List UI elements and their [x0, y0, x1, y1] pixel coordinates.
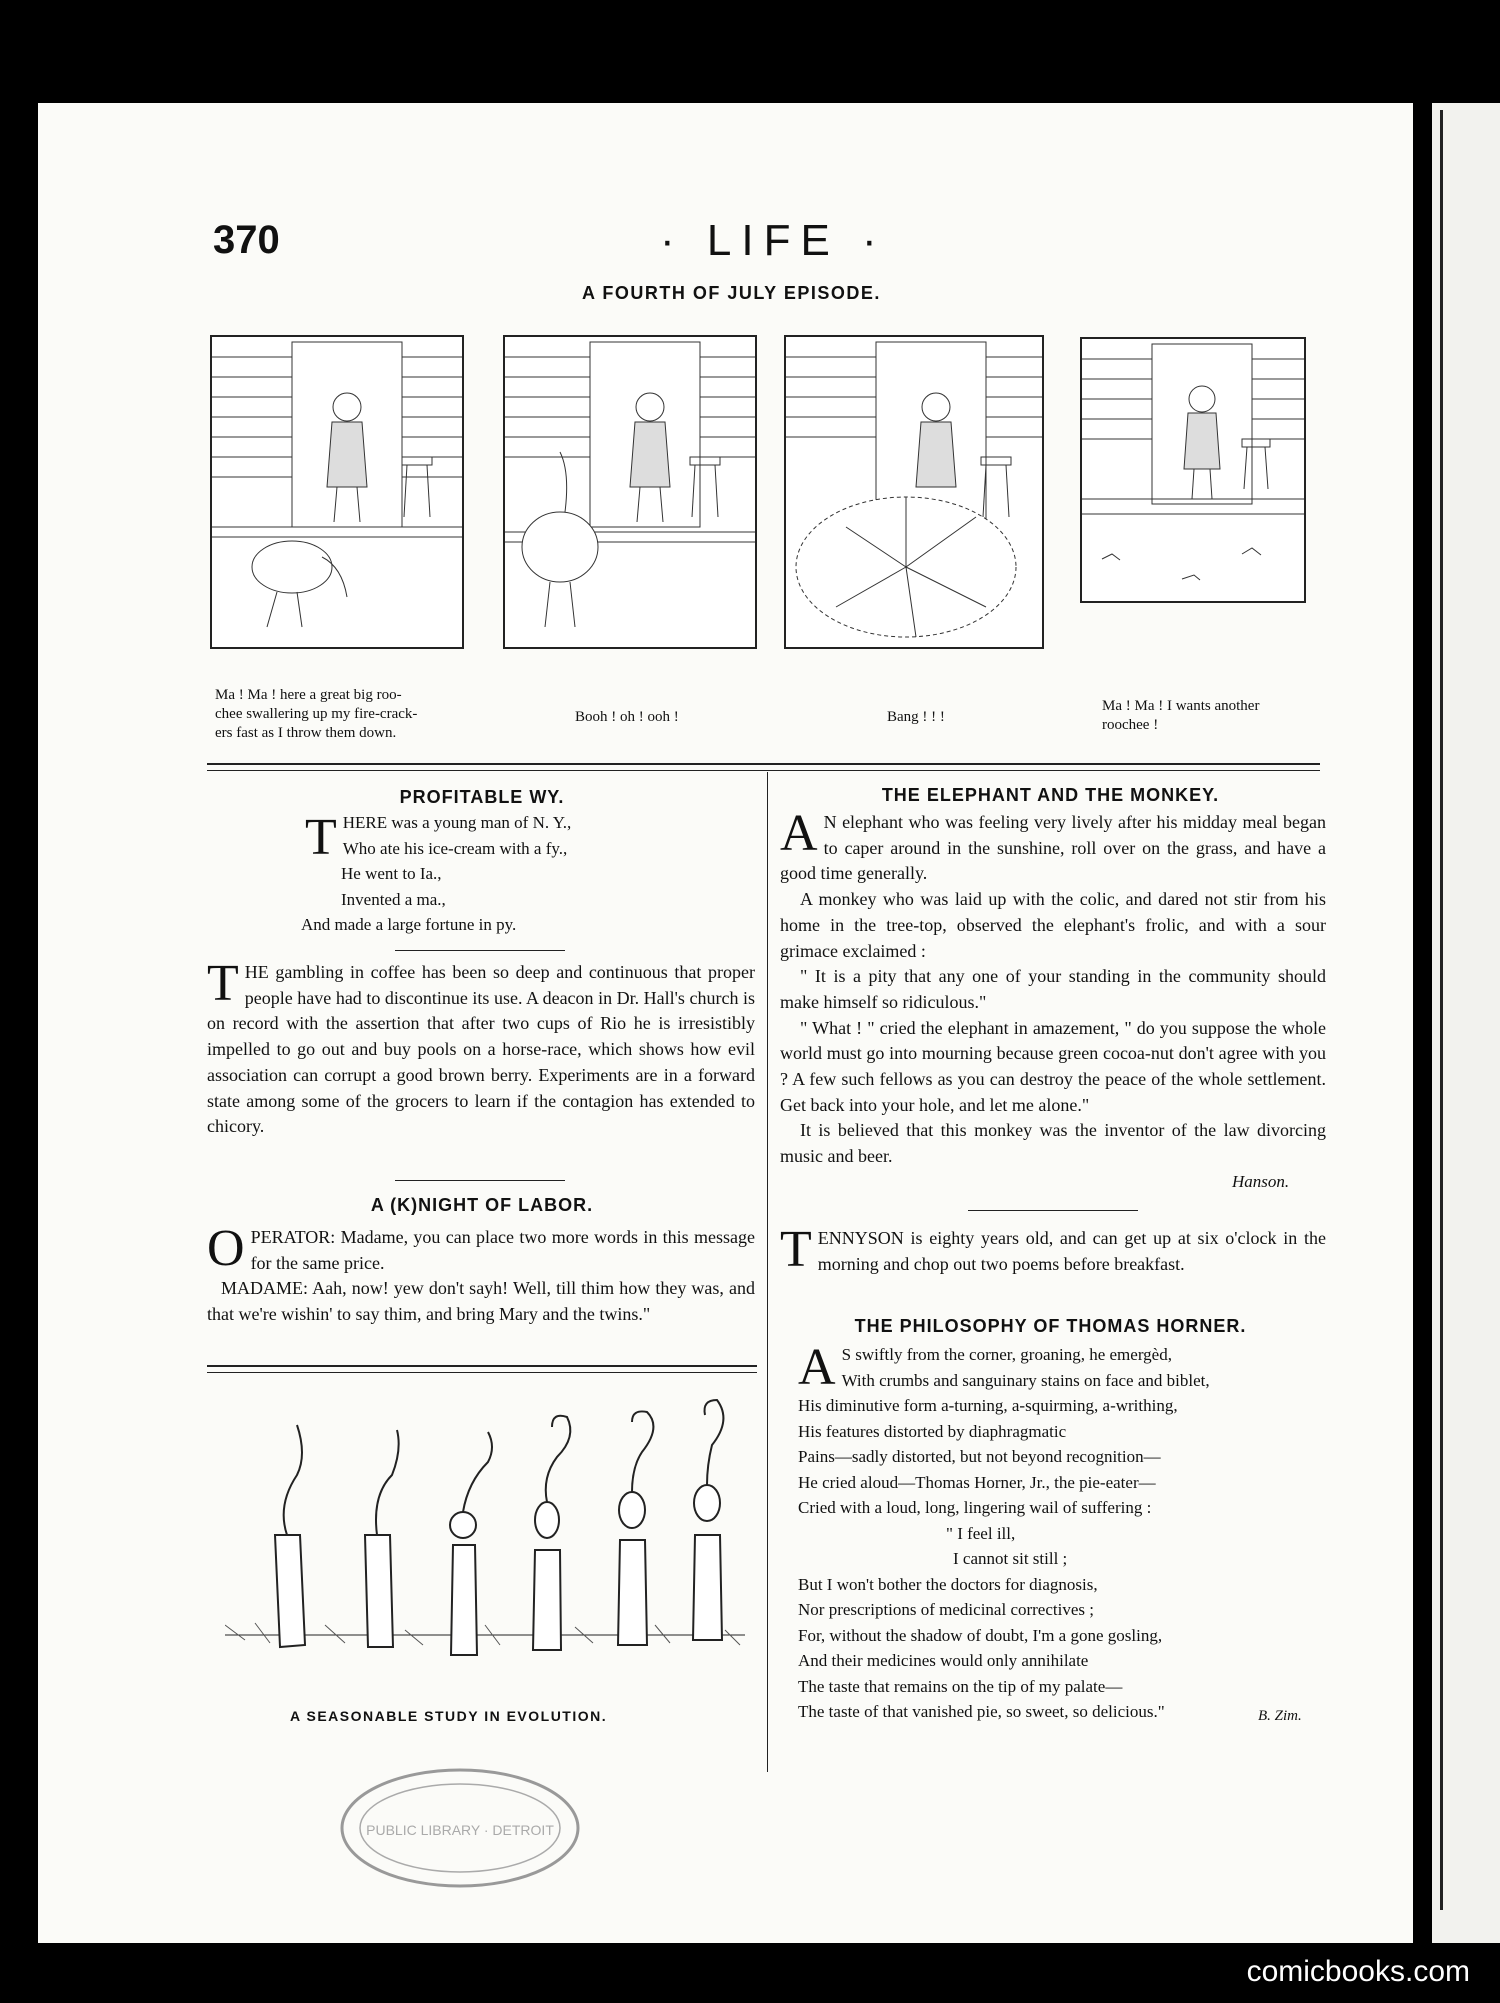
comic-caption-4: Ma ! Ma ! I wants another roochee ! — [1102, 698, 1260, 733]
comic-title: A FOURTH OF JULY EPISODE. — [582, 283, 881, 303]
speaker-operator: PERATOR — [250, 1227, 331, 1247]
comic-caption-3: Bang ! ! ! — [887, 709, 945, 725]
panel-1-illustration — [212, 337, 462, 647]
poem-line: With crumbs and sanguinary stains on face and biblet, — [841, 1370, 1210, 1390]
dropcap-t: T — [305, 809, 337, 866]
poem-line: His features distorted by diaphragmatic — [798, 1421, 1067, 1441]
thomas-horner-poem — [798, 1339, 1318, 1725]
poem-line: The taste that remains on the tip of my palate— — [798, 1676, 1123, 1696]
operator-line: : Madame, you can place two more words in this message for the same price. — [250, 1227, 755, 1273]
gutter-line — [1440, 110, 1443, 1910]
section-divider-top — [207, 763, 1320, 771]
poem-line: Pains—sadly distorted, but not beyond recognition— — [798, 1447, 1161, 1466]
elephant-monkey-title: THE ELEPHANT AND THE MONKEY. — [881, 785, 1220, 805]
dropcap-a: A — [798, 1339, 836, 1396]
dropcap-t: T — [207, 955, 239, 1012]
dropcap-t: T — [780, 1221, 812, 1278]
page-number: 370 — [213, 218, 280, 262]
poem-line: HERE was a young man of N. Y., — [342, 813, 572, 832]
elephant-p5: It is believed that this monkey was the inventor of the law divorcing music and beer. — [780, 1120, 1326, 1167]
knight-of-labor-title: A (K)NIGHT OF LABOR. — [370, 1195, 594, 1215]
elephant-p1: N elephant who was feeling very lively after his midday meal began to caper around in the sunshine, roll over on the grass, and have a good time generally. — [780, 812, 1326, 884]
knight-dialogue — [207, 1220, 755, 1328]
masthead: · LIFE · — [660, 216, 887, 265]
elephant-p4: " What ! " cried the elephant in amazement, " do you suppose the whole world must go into mourning because green cocoa-nut don't agree with you ? A few such fellows as you can destroy the peace of the whole settlement. Get back into your hole, and let me alone." — [780, 1017, 1326, 1115]
short-divider — [968, 1210, 1138, 1211]
coffee-paragraph — [207, 955, 755, 1140]
profitable-wy-title: PROFITABLE WY. — [399, 787, 565, 807]
speaker-madame: MADAME — [221, 1278, 304, 1299]
poem-line: For, without the shadow of doubt, I'm a gone gosling, — [798, 1625, 1163, 1645]
author-hanson: Hanson. — [1232, 1172, 1290, 1191]
panel-4-illustration — [1082, 339, 1304, 601]
comic-panel-1 — [210, 335, 464, 649]
comic-panel-4 — [1080, 337, 1306, 603]
column-divider — [767, 772, 768, 1772]
short-divider — [395, 1180, 565, 1181]
panel-2-illustration — [505, 337, 755, 647]
tennyson-paragraph — [780, 1221, 1326, 1278]
dropcap-o: O — [207, 1220, 245, 1277]
elephant-p3: " It is a pity that any one of your standing in the community should make himself so ridiculous." — [780, 966, 1326, 1012]
poem-line: Invented a ma., — [341, 889, 446, 909]
poem-line: But I won't bother the doctors for diagnosis, — [798, 1574, 1098, 1594]
poem-line: " I feel ill, — [946, 1523, 1016, 1543]
short-divider — [395, 950, 565, 951]
poem-line: The taste of that vanished pie, so sweet, so delicious." — [798, 1702, 1165, 1721]
poem-line: I cannot sit still ; — [953, 1549, 1068, 1568]
section-divider-illustration — [207, 1365, 757, 1373]
poem-line: S swiftly from the corner, groaning, he emergèd, — [841, 1345, 1172, 1364]
poem-line: And their medicines would only annihilate — [798, 1651, 1089, 1670]
site-watermark: comicbooks.com — [1246, 1955, 1470, 1988]
dropcap-a: A — [780, 805, 818, 862]
evolution-caption: A SEASONABLE STUDY IN EVOLUTION. — [290, 1708, 608, 1724]
poem-line: Who ate his ice-cream with a fy., — [342, 838, 568, 858]
comic-panel-3 — [784, 335, 1044, 649]
poem-line: His diminutive form a-turning, a-squirming, a-writhing, — [798, 1396, 1178, 1415]
elephant-story — [780, 805, 1326, 1170]
thomas-horner-title: THE PHILOSOPHY OF THOMAS HORNER. — [854, 1316, 1247, 1336]
author-b-zim: B. Zim. — [1258, 1708, 1302, 1724]
comic-caption-1: Ma ! Ma ! here a great big roo- chee swallering up my fire-crack- ers fast as I throw them down. — [215, 687, 418, 741]
panel-3-illustration — [786, 337, 1042, 647]
poem-line: And made a large fortune in py. — [301, 915, 517, 934]
evolution-illustration — [225, 1385, 745, 1705]
poem-line: He cried aloud—Thomas Horner, Jr., the pie-eater— — [798, 1472, 1156, 1492]
poem-line: Cried with a loud, long, lingering wail of suffering : — [798, 1498, 1152, 1517]
tennyson-text: ENNYSON is eighty years old, and can get up at six o'clock in the morning and chop out two poems before breakfast. — [817, 1228, 1326, 1274]
library-stamp — [335, 1763, 585, 1893]
madame-line: : Aah, now! yew don't sayh! Well, till thim how they was, and that we're wishin' to say thim, and bring Mary and the twins." — [207, 1278, 755, 1325]
elephant-p2: A monkey who was laid up with the colic, and dared not stir from his home in the tree-top, observed the elephant's frolic, and with a sour grimace exclaimed : — [780, 889, 1326, 961]
stamp-text: PUBLIC LIBRARY · DETROIT — [366, 1822, 554, 1838]
poem-line: He went to Ia., — [341, 864, 442, 883]
coffee-text: HE gambling in coffee has been so deep and continuous that proper people have had to discontinue its use. A deacon in Dr. Hall's church is on record with the assertion that after two cups of Rio he is irresistibly impelled to go out and buy pools on a horse-race, which shows how evil association can corrupt a good brown berry. Experiments are in a forward state among some of the grocers to learn if the contagion has extended to chicory. — [207, 962, 755, 1137]
comic-caption-2: Booh ! oh ! ooh ! — [575, 709, 679, 725]
poem-line: Nor prescriptions of medicinal correctives ; — [798, 1600, 1094, 1619]
comic-panel-2 — [503, 335, 757, 649]
profitable-wy-poem — [301, 809, 725, 938]
